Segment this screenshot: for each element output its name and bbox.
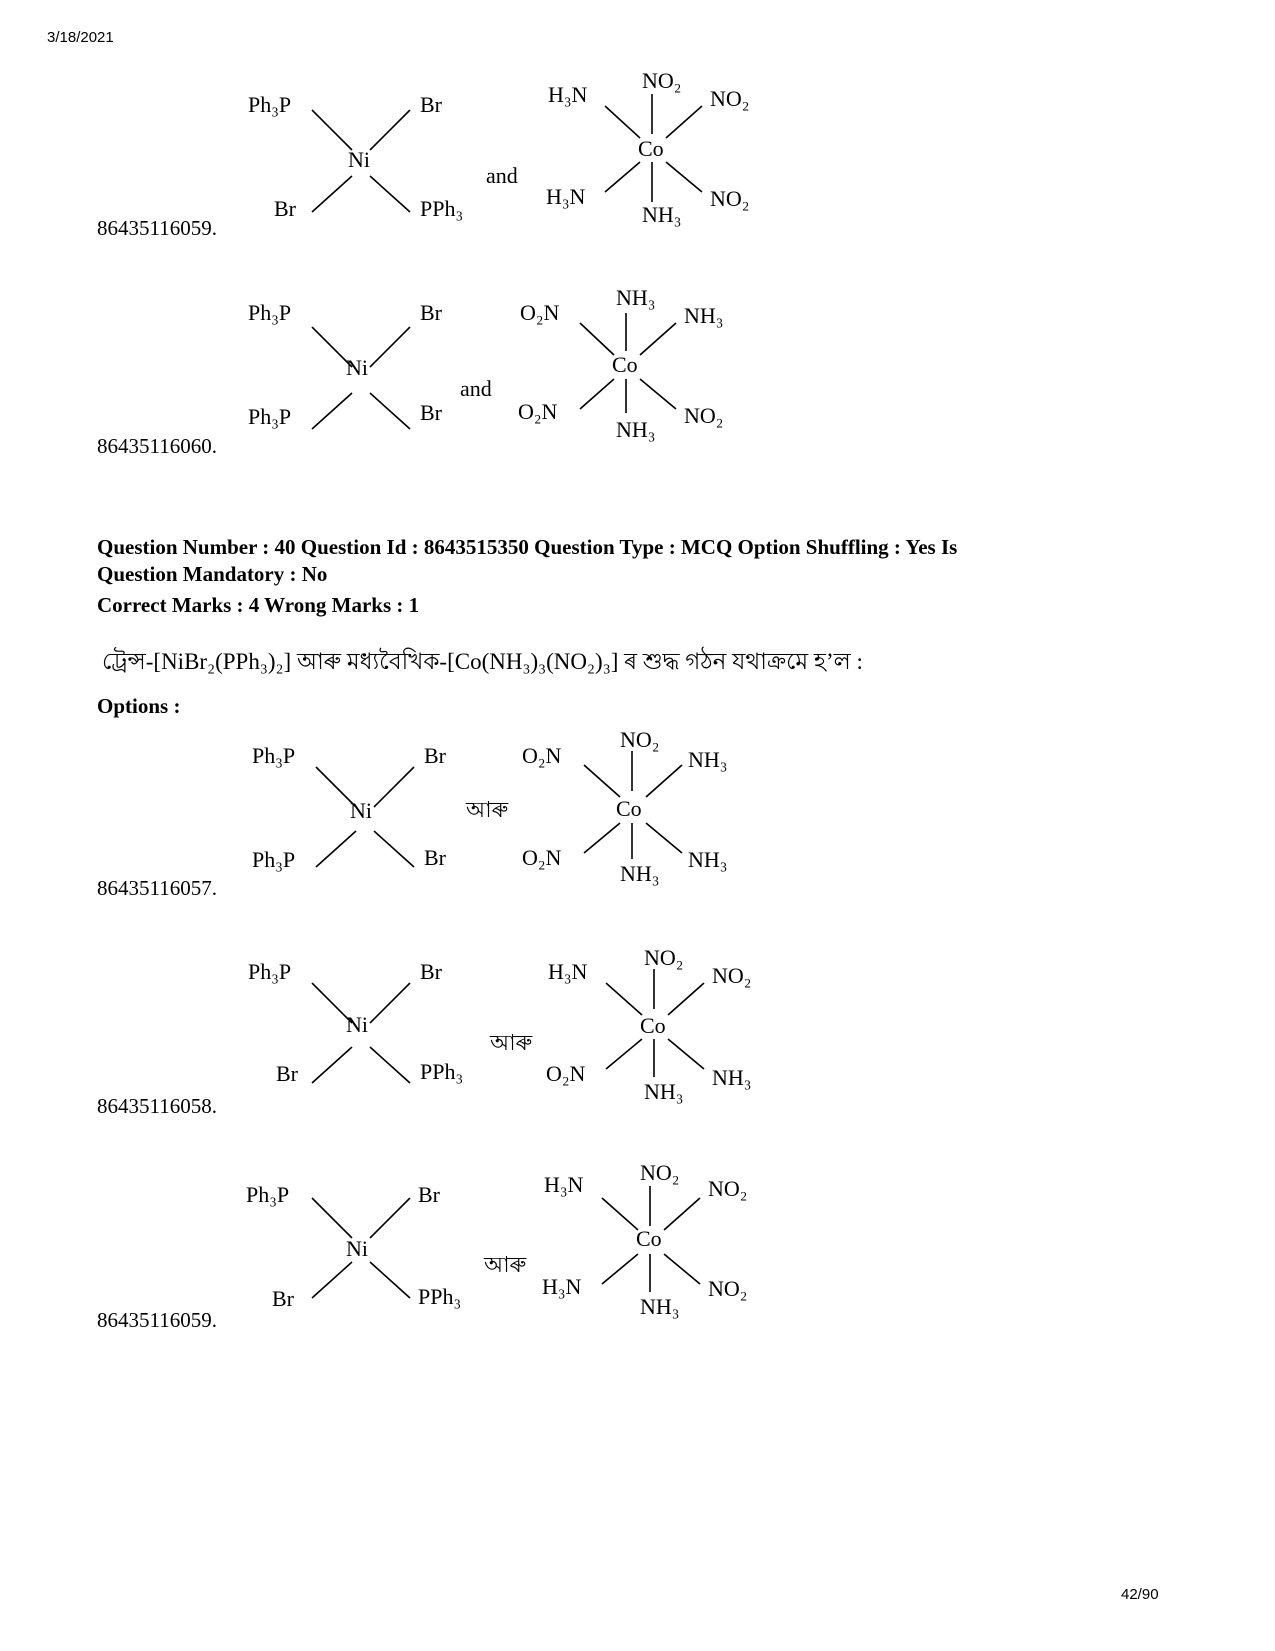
- co-ligand-bottom: NH₃: [642, 202, 682, 227]
- co-ligand-bottom: NH₃: [616, 417, 656, 442]
- bond-line: [666, 106, 702, 138]
- bond-line: [584, 823, 620, 853]
- co-ligand-br: NO₂: [708, 1276, 748, 1301]
- co-complex: [546, 945, 751, 1104]
- ni-ligand-tr: Br: [420, 300, 442, 325]
- bond-line: [664, 1198, 700, 1230]
- question-meta-line1: Question Number : 40 Question Id : 8643515350 Question Type : MCQ Option Shuffling : Yes Is: [97, 535, 958, 559]
- question-marks: Correct Marks : 4 Wrong Marks : 1: [97, 593, 420, 617]
- ni-center: Ni: [346, 1012, 368, 1037]
- bond-line: [370, 327, 410, 367]
- bond-line: [602, 1198, 638, 1230]
- ni-ligand-br: PPh₃: [418, 1284, 462, 1309]
- bond-line: [370, 393, 410, 429]
- co-complex: [546, 68, 749, 227]
- bond-line: [312, 1198, 352, 1238]
- co-ligand-br: NH₃: [712, 1065, 752, 1090]
- ni-ligand-br: Br: [424, 845, 446, 870]
- co-ligand-bl: H₃N: [546, 184, 586, 209]
- bond-line: [312, 1047, 352, 1083]
- bond-line: [602, 1254, 638, 1284]
- co-ligand-bottom: NH₃: [640, 1294, 680, 1319]
- bond-line: [605, 162, 640, 192]
- co-ligand-top: NO₂: [640, 1160, 680, 1185]
- ni-ligand-bl: Ph₃P: [248, 404, 292, 429]
- page-date: 3/18/2021: [47, 29, 114, 46]
- ni-center: Ni: [346, 355, 368, 380]
- ni-center: Ni: [346, 1236, 368, 1261]
- structure-option-1: [244, 727, 784, 892]
- co-ligand-tl: O₂N: [520, 300, 560, 325]
- bond-line: [316, 831, 356, 867]
- ni-ligand-tl: Ph₃P: [252, 743, 296, 768]
- bond-line: [606, 1039, 642, 1069]
- ni-complex: [252, 743, 447, 872]
- co-center: Co: [616, 796, 642, 821]
- bond-line: [370, 176, 410, 212]
- co-ligand-br: NO₂: [710, 186, 750, 211]
- connector-text: and: [460, 376, 492, 401]
- bond-line: [580, 323, 614, 355]
- structure-prev-option-1: [240, 66, 780, 231]
- structure-option-3: [240, 1158, 780, 1323]
- bond-line: [312, 393, 352, 429]
- bond-line: [312, 110, 352, 150]
- co-ligand-tr: NH₃: [684, 303, 724, 328]
- ni-ligand-tr: Br: [424, 743, 446, 768]
- ni-complex: [248, 959, 463, 1086]
- connector-text: আৰু: [484, 1252, 527, 1277]
- bond-line: [640, 323, 676, 355]
- ni-ligand-tl: Ph₃P: [248, 300, 292, 325]
- co-center: Co: [640, 1013, 666, 1038]
- ni-ligand-tr: Br: [418, 1182, 440, 1207]
- ni-ligand-br: PPh₃: [420, 1059, 464, 1084]
- connector-text: আৰু: [490, 1030, 533, 1055]
- bond-line: [312, 176, 352, 212]
- ni-ligand-tl: Ph₃P: [248, 92, 292, 117]
- bond-line: [312, 1262, 352, 1298]
- co-ligand-top: NO₂: [620, 727, 660, 752]
- ni-complex: [248, 92, 463, 221]
- bond-line: [606, 983, 642, 1015]
- option-1-id[interactable]: 86435116057.: [97, 876, 217, 900]
- bond-line: [370, 983, 410, 1023]
- ni-complex: [248, 300, 443, 429]
- ni-complex: [246, 1182, 461, 1311]
- ni-ligand-br: Br: [420, 400, 442, 425]
- co-ligand-bl: O₂N: [546, 1061, 586, 1086]
- co-ligand-bottom: NH₃: [644, 1079, 684, 1104]
- co-ligand-br: NO₂: [684, 403, 724, 428]
- co-ligand-tl: H₃N: [548, 959, 588, 984]
- co-ligand-top: NH₃: [616, 285, 656, 310]
- bond-line: [666, 162, 702, 192]
- bond-line: [370, 1198, 410, 1238]
- ni-center: Ni: [350, 798, 372, 823]
- co-ligand-tr: NO₂: [712, 963, 752, 988]
- connector-text: আৰু: [466, 797, 509, 822]
- bond-line: [646, 823, 682, 853]
- co-ligand-bl: O₂N: [518, 399, 558, 424]
- ni-ligand-br: PPh₃: [420, 196, 464, 221]
- page-number: 42/90: [1121, 1586, 1159, 1603]
- connector-text: and: [486, 163, 518, 188]
- bond-line: [640, 379, 676, 409]
- ni-ligand-bl: Br: [274, 196, 296, 221]
- co-ligand-br: NH₃: [688, 847, 728, 872]
- bond-line: [664, 1254, 700, 1284]
- co-ligand-top: NO₂: [642, 68, 682, 93]
- ni-ligand-tr: Br: [420, 92, 442, 117]
- co-ligand-tr: NO₂: [708, 1176, 748, 1201]
- ni-ligand-tr: Br: [420, 959, 442, 984]
- options-label: Options :: [97, 694, 181, 718]
- ni-ligand-tl: Ph₃P: [246, 1182, 290, 1207]
- structure-prev-option-2: [240, 283, 780, 448]
- prev-option-1-id: 86435116059.: [97, 216, 217, 240]
- co-ligand-tr: NH₃: [688, 747, 728, 772]
- bond-line: [668, 983, 704, 1015]
- ni-center: Ni: [348, 147, 370, 172]
- bond-line: [580, 379, 614, 409]
- ni-ligand-bl: Ph₃P: [252, 847, 296, 872]
- option-3-id[interactable]: 86435116059.: [97, 1308, 217, 1332]
- prev-option-2-id: 86435116060.: [97, 434, 217, 458]
- question-meta-line2: Question Mandatory : No: [97, 562, 328, 586]
- bond-line: [370, 110, 410, 150]
- bond-line: [605, 106, 640, 138]
- question-meta: [97, 534, 957, 588]
- bond-line: [646, 765, 682, 797]
- bond-line: [374, 831, 414, 867]
- bond-line: [668, 1039, 704, 1069]
- bond-line: [370, 1262, 410, 1298]
- co-complex: [522, 727, 727, 886]
- co-complex: [518, 285, 723, 442]
- co-ligand-bl: H₃N: [542, 1274, 582, 1299]
- option-2-id[interactable]: 86435116058.: [97, 1094, 217, 1118]
- bond-line: [584, 765, 620, 797]
- co-ligand-tl: H₃N: [544, 1172, 584, 1197]
- question-text: ট্ৰেন্স-[NiBr₂(PPh₃)₂] আৰু মধ্যবৈখিক-[Co(NH₃)₃(NO₂)₃] ৰ শুদ্ধ গঠন যথাক্ৰমে হ’ল :: [102, 649, 863, 674]
- ni-ligand-tl: Ph₃P: [248, 959, 292, 984]
- co-ligand-top: NO₂: [644, 945, 684, 970]
- co-ligand-bl: O₂N: [522, 845, 562, 870]
- structure-option-2: [240, 943, 780, 1108]
- co-ligand-tl: O₂N: [522, 743, 562, 768]
- co-center: Co: [638, 136, 664, 161]
- co-ligand-tl: H₃N: [548, 82, 588, 107]
- bond-line: [370, 1047, 410, 1083]
- co-center: Co: [636, 1226, 662, 1251]
- ni-ligand-bl: Br: [272, 1286, 294, 1311]
- co-ligand-tr: NO₂: [710, 86, 750, 111]
- co-center: Co: [612, 352, 638, 377]
- co-complex: [542, 1160, 747, 1319]
- co-ligand-bottom: NH₃: [620, 861, 660, 886]
- bond-line: [374, 767, 414, 807]
- ni-ligand-bl: Br: [276, 1061, 298, 1086]
